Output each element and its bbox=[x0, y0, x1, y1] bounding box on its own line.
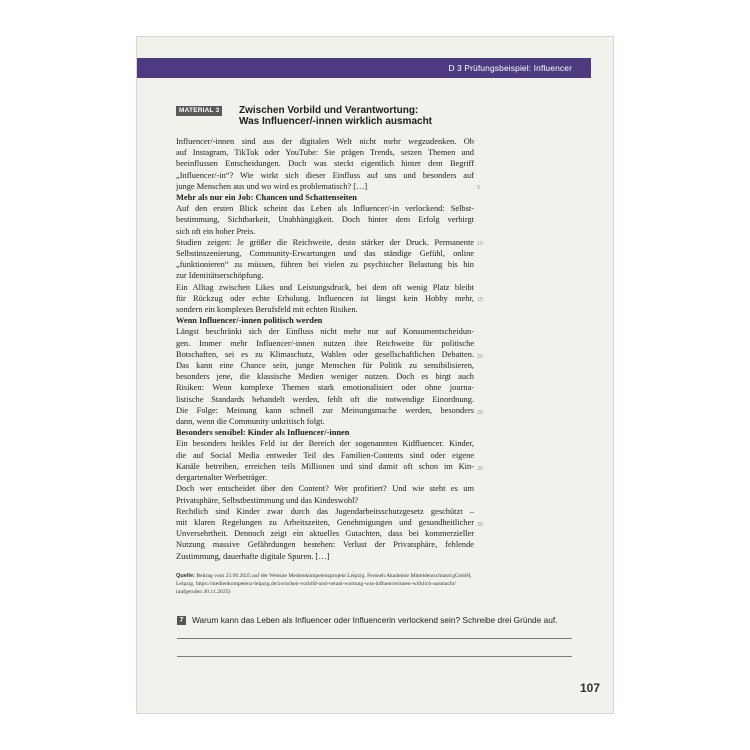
text-line: mit klaren Regelungen zu Arbeitszeiten, Genehmigungen und gesundheitlicher bbox=[176, 517, 474, 527]
material-title-line-2: Was Influencer/-innen wirklich ausmacht bbox=[239, 116, 433, 127]
text-line: Kanäle betreiben, erreichen teils Millionen und sind damit oft schon im Kin- bbox=[176, 461, 474, 471]
text-line: Auf den ersten Blick scheint das Leben als Influencer/-in verlockend: Selbst- bbox=[176, 204, 474, 214]
line-number: 20 bbox=[477, 354, 484, 360]
text-line: bestimmung, Sichtbarkeit, Unabhängigkeit. Doch hinter dem Erfolg verbirgt bbox=[176, 215, 474, 225]
source-citation bbox=[176, 572, 476, 596]
text-line: Ein besonders heikles Feld ist der Bereich der sogenannten Kidfluencer. Kinder, bbox=[176, 439, 474, 449]
text-line: Botschaften, sei es zu Klimaschutz, Wahlen oder gesellschaftlichen Debatten. bbox=[176, 349, 474, 359]
task-prompt: Warum kann das Leben als Influencer oder Influencerin verlockend sein? Schreibe drei Gründe auf. bbox=[192, 615, 558, 625]
text-line: besonders jene, die klassische Medien weniger nutzen. Doch es birgt auch bbox=[176, 372, 474, 382]
line-number: 35 bbox=[477, 522, 484, 528]
article-body bbox=[176, 136, 474, 562]
text-line: Nutzung massive Gefährdungen bestehen: Verlust der Privatsphäre, fehlende bbox=[176, 540, 474, 550]
material-badge: MATERIAL 3 bbox=[176, 106, 222, 116]
text-line: dergartenalter Werbeträger. bbox=[176, 473, 268, 483]
text-line: gen. Immer mehr Influencer/-innen nutzen ihre Reichweite für politische bbox=[176, 338, 474, 348]
chapter-header-label: D 3 Prüfungsbeispiel: Influencer bbox=[448, 63, 572, 73]
answer-line[interactable] bbox=[177, 656, 572, 657]
task-number-badge: 7 bbox=[177, 616, 186, 625]
subheading-chancen: Mehr als nur ein Job: Chancen und Schattenseiten bbox=[176, 193, 357, 203]
text-line: Das kann eine Chance sein, junge Menschen für Politik zu sensibilisieren, bbox=[176, 361, 474, 371]
line-number: 10 bbox=[477, 241, 484, 247]
material-title bbox=[239, 105, 432, 127]
text-line: die auf Social Media entweder Teil des Familien-Contents sind oder eigene bbox=[176, 450, 474, 460]
subheading-kinder: Besonders sensibel: Kinder als Influencer/-innen bbox=[176, 428, 350, 438]
text-line: Privatsphäre, Selbstbestimmung und das Kindeswohl? bbox=[176, 495, 359, 505]
page-number: 107 bbox=[580, 681, 601, 695]
line-number: 15 bbox=[477, 297, 484, 303]
text-line: sondern ein komplexes Berufsfeld mit echten Risiken. bbox=[176, 305, 358, 315]
text-line: Influencer/-innen sind aus der digitalen Welt nicht mehr wegzudenken. Ob bbox=[176, 137, 474, 146]
text-line: für Rückzug oder echte Erholung. Influencen ist längst kein Hobby mehr, bbox=[176, 293, 474, 303]
line-number: 5 bbox=[477, 185, 481, 191]
text-line: Unversehrtheit. Dennoch zeigt ein aktuelles Gutachten, dass bei kommerzieller bbox=[176, 529, 474, 539]
text-line: sich oft ein hoher Preis. bbox=[176, 226, 256, 236]
text-line: junge Menschen aus und wo wird es problematisch? […] bbox=[176, 181, 368, 191]
text-line: Die Folge: Meinung kann schnell zur Meinungsmache werden, besonders bbox=[176, 405, 474, 415]
text-line: Studien zeigen: Je größer die Reichweite, desto stärker der Druck. Permanente bbox=[176, 237, 474, 247]
text-line: listische Standards behandelt werden, fehlt oft die notwendige Einordnung. bbox=[176, 394, 474, 404]
text-line: „Influencer/-in“? Wie wirkt sich dieser Einfluss auf uns und besonders auf bbox=[176, 170, 474, 180]
source-label: Quelle: bbox=[176, 573, 195, 579]
text-line: Ein Alltag zwischen Likes und Leistungsdruck, bei dem oft wenig Platz bleibt bbox=[176, 282, 474, 292]
text-line: Risiken: Wenn komplexe Themen stark emotionalisiert oder ohne journa- bbox=[176, 383, 474, 393]
text-line: „funktionieren“ zu müssen, führen bei vielen zu psychischer Belastung bis hin bbox=[176, 260, 474, 270]
text-line: Längst beschränkt sich der Einfluss nicht mehr nur auf Konsumentscheidun- bbox=[176, 327, 474, 337]
source-text: Beitrag vom 23.09.2025 auf der Website Medienkompetenzprojekt Leipzig. Fernseh Akademie Mitteldeutschland gGmbH, Leipzig. https://medienkompetenz-leipzig.de/zwischen-vorbild-und-verant-wortung-was-influencerinnen-wirklich-ausmacht/ (aufgerufen 30.11.2025) bbox=[176, 573, 472, 595]
text-line: Rechtlich sind Kinder zwar durch das Jugendarbeitsschutzgesetz geschützt – bbox=[176, 506, 474, 516]
text-line: auf Instagram, TikTok oder YouTube: Sie prägen Trends, setzen Themen und bbox=[176, 148, 474, 158]
chapter-header-band bbox=[137, 58, 591, 78]
answer-line[interactable] bbox=[177, 638, 572, 639]
text-line: zur Identitätserschöpfung. bbox=[176, 271, 264, 281]
text-line: beeinflussen Entscheidungen. Doch was steckt eigentlich hinter dem Begriff bbox=[176, 159, 474, 169]
text-line: Zustimmung, dauerhafte digitale Spuren. […] bbox=[176, 551, 330, 561]
text-line: dann, wenn die Community unkritisch folgt. bbox=[176, 417, 325, 427]
subheading-politisch: Wenn Influencer/-innen politisch werden bbox=[176, 316, 323, 326]
text-line: Doch wer entscheidet über den Content? Wer profitiert? Und wie steht es um bbox=[176, 484, 474, 494]
material-title-line-1: Zwischen Vorbild und Verantwortung: bbox=[239, 105, 419, 116]
text-line: Selbstinszenierung, Community-Erwartungen und das ständige Gefühl, online bbox=[176, 249, 474, 259]
line-number: 30 bbox=[477, 466, 484, 472]
line-number: 25 bbox=[477, 410, 484, 416]
